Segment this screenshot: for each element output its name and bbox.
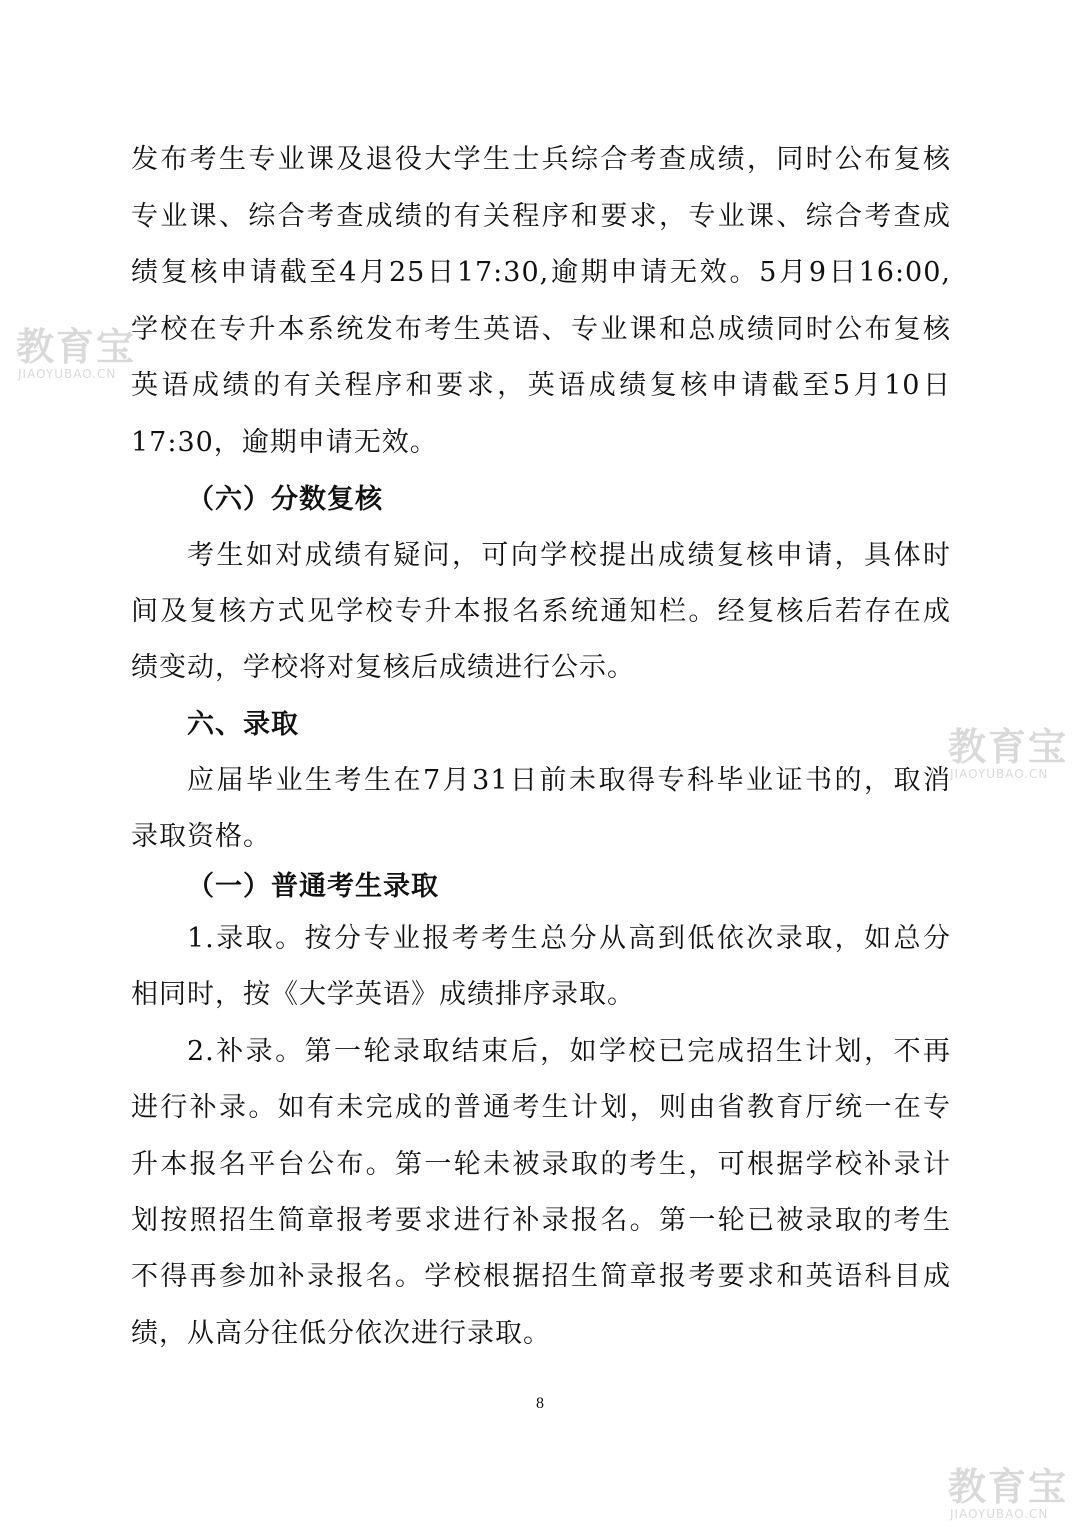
text-line: 绩，从高分往低分依次进行录取。 xyxy=(131,1318,551,1349)
text-line: 17:30，逾期申请无效。 xyxy=(131,427,438,458)
text-line: 发布考生专业课及退役大学生士兵综合考查成绩，同时公布复核 xyxy=(131,144,951,175)
text-line: 考生如对成绩有疑问，可向学校提出成绩复核申请，具体时 xyxy=(187,540,951,571)
text-line: 1.录取。按分专业报考考生总分从高到低依次录取，如总分 xyxy=(187,923,951,954)
text-line: 应届毕业生考生在7月31日前未取得专科毕业证书的，取消 xyxy=(187,765,951,796)
text-line: 绩变动，学校将对复核后成绩进行公示。 xyxy=(131,652,635,683)
watermark-logo xyxy=(16,327,136,381)
text-line: 录取资格。 xyxy=(131,821,271,852)
section-heading-admission: 六、录取 xyxy=(187,709,299,740)
watermark-title: 教育宝 xyxy=(948,725,1069,769)
text-line: 绩复核申请截至4月25日17:30,逾期申请无效。5月9日16:00, xyxy=(131,257,951,288)
watermark-logo xyxy=(948,727,1068,781)
page-number: 8 xyxy=(536,1395,544,1412)
text-line: 划按照招生简章报考要求进行补录报名。第一轮已被录取的考生 xyxy=(131,1205,951,1236)
watermark-url: JIAOYUBAO.CN xyxy=(950,767,1049,781)
text-line: 进行补录。如有未完成的普通考生计划，则由省教育厅统一在专 xyxy=(131,1092,951,1123)
text-line: 2.补录。第一轮录取结束后，如学校已完成招生计划，不再 xyxy=(187,1036,951,1067)
watermark-logo xyxy=(948,1467,1068,1521)
watermark-title: 教育宝 xyxy=(16,325,137,369)
text-line: 学校在专升本系统发布考生英语、专业课和总成绩同时公布复核 xyxy=(131,314,951,345)
watermark-url: JIAOYUBAO.CN xyxy=(18,367,117,381)
text-line: 升本报名平台公布。第一轮未被录取的考生，可根据学校补录计 xyxy=(131,1149,951,1180)
text-line: 不得再参加补录报名。学校根据招生简章报考要求和英语科目成 xyxy=(131,1261,951,1292)
watermark-title: 教育宝 xyxy=(948,1465,1069,1509)
text-line: 相同时，按《大学英语》成绩排序录取。 xyxy=(131,979,635,1010)
text-line: 专业课、综合考查成绩的有关程序和要求，专业课、综合考查成 xyxy=(131,201,951,232)
text-line: 间及复核方式见学校专升本报名系统通知栏。经复核后若存在成 xyxy=(131,596,951,627)
watermark-url: JIAOYUBAO.CN xyxy=(950,1507,1049,1521)
section-heading-general-admission: （一）普通考生录取 xyxy=(187,871,439,902)
text-line: 英语成绩的有关程序和要求，英语成绩复核申请截至5月10日 xyxy=(131,370,951,401)
section-heading-score-review: （六）分数复核 xyxy=(187,484,383,515)
